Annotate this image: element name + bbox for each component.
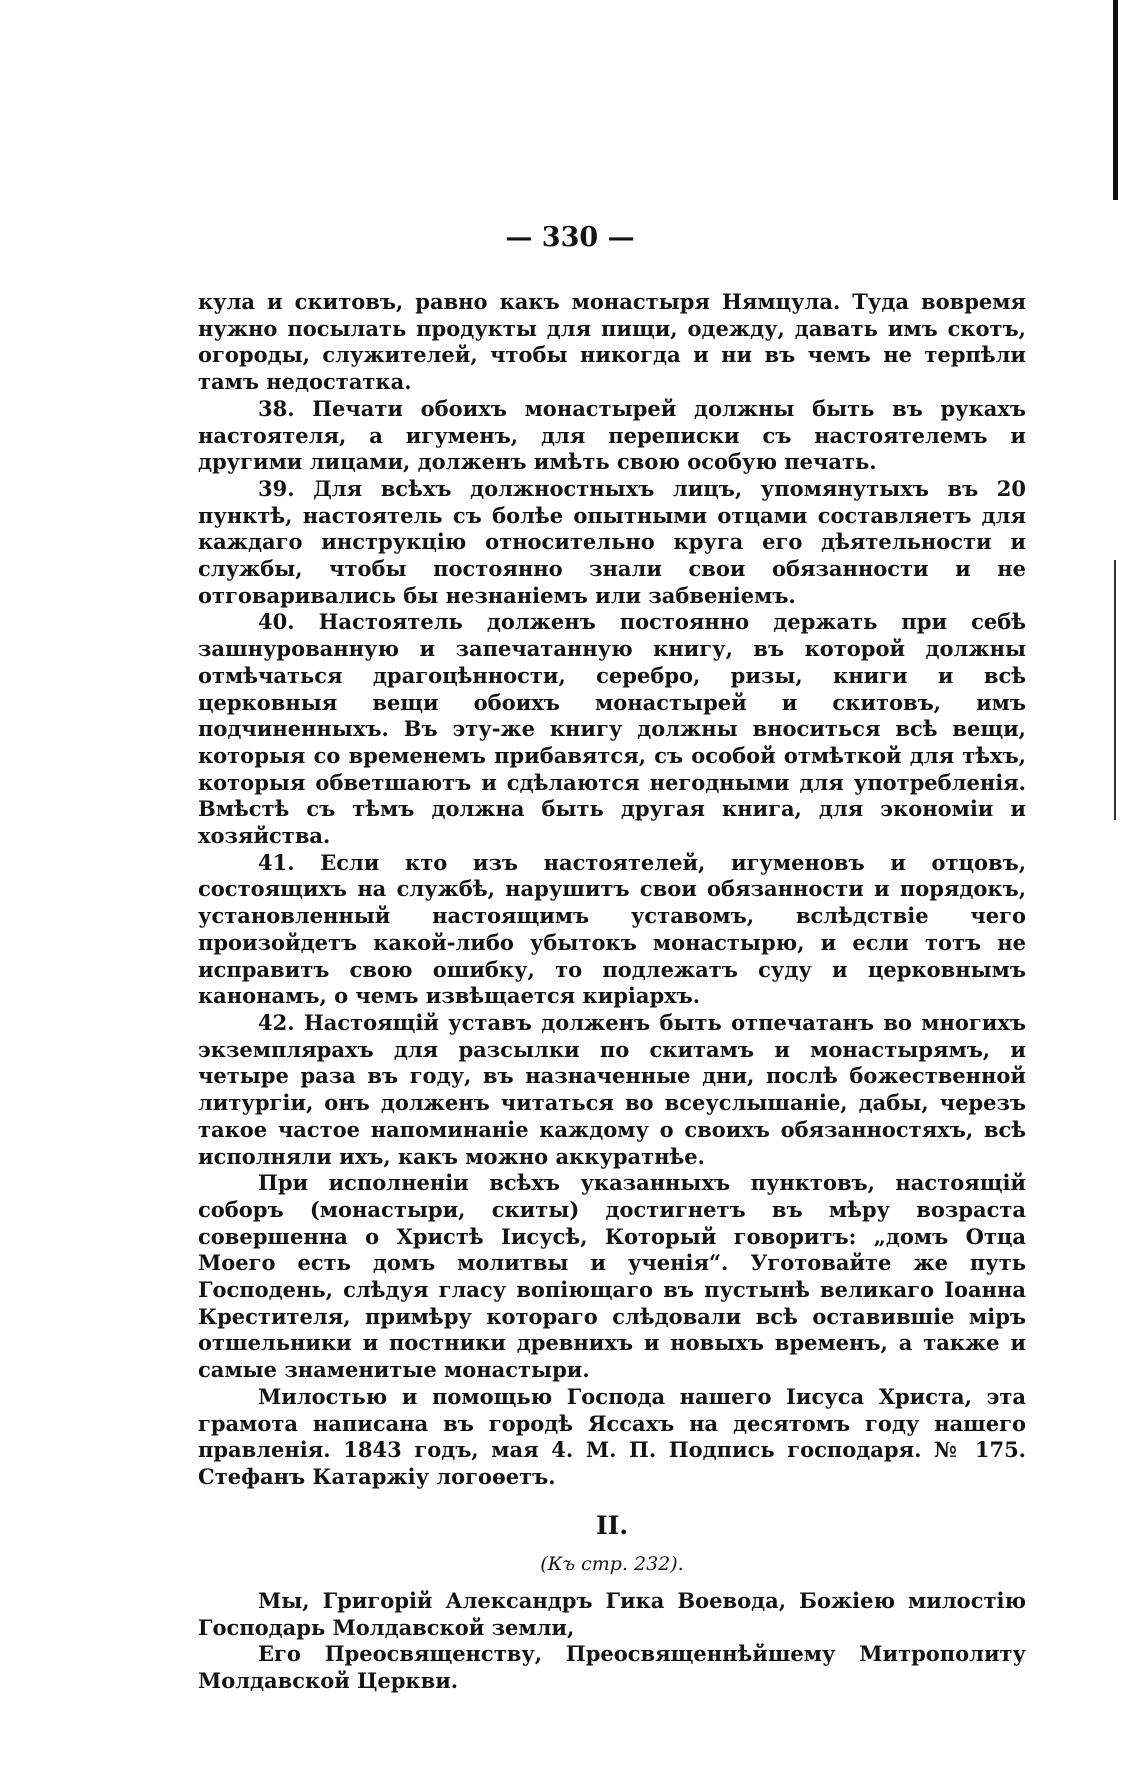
closing-salutation: Мы, Григорій Александръ Гика Воевода, Божіею милостію Господарь Молдавской земли,	[198, 1588, 1026, 1640]
paragraph-continuation: кула и скитовъ, равно какъ монастыря Нямцула. Туда вовремя нужно посылать продукты для пищи, одежду, давать имъ скотъ, огороды, служителей, чтобы никогда и ни въ чемъ не терпѣли тамъ недостатка.	[198, 289, 1026, 395]
paragraph-38: 38. Печати обоихъ монастырей должны быть въ рукахъ настоятеля, а игуменъ, для переписки съ настоятелемъ и другими лицами, долженъ имѣть свою особую печать.	[198, 395, 1026, 475]
page-number: — 330 —	[505, 222, 635, 253]
body-text	[198, 289, 1026, 1695]
paragraph-41: 41. Если кто изъ настоятелей, игуменовъ и отцовъ, состоящихъ на службѣ, нарушитъ свои обязанности и порядокъ, установленный настоящимъ уставомъ, вслѣдствіе чего произойдетъ какой-либо убытокъ монастырю, и если тотъ не исправитъ свою ошибку, то подлежатъ суду и церковнымъ канонамъ, о чемъ извѣщается киріархъ.	[198, 849, 1026, 1009]
page-edge-mark	[1113, 0, 1118, 200]
closing-address: Его Преосвященству, Преосвященнѣйшему Митрополиту Молдавской Церкви.	[198, 1641, 1026, 1694]
section-reference: (Къ стр. 232).	[540, 1553, 684, 1576]
section-number: II.	[595, 1510, 629, 1540]
paragraph-40: 40. Настоятель долженъ постоянно держать при себѣ зашнурованную и запечатанную книгу, въ которой должны отмѣчаться драгоцѣнности, серебро, ризы, книги и всѣ церковныя вещи обоихъ монастырей и скитовъ, имъ подчиненныхъ. Въ эту-же книгу должны вноситься всѣ вещи, которыя со временемъ прибавятся, съ особой отмѣткой для тѣхъ, которыя обветшаютъ и сдѣлаются негодными для употребленія. Вмѣстѣ съ тѣмъ должна быть другая книга, для экономіи и хозяйства.	[198, 609, 1026, 849]
paragraph-39: 39. Для всѣхъ должностныхъ лицъ, упомянутыхъ въ 20 пунктѣ, настоятель съ болѣе опытными отцами составляетъ для каждаго инструкцію относительно круга его дѣятельности и службы, чтобы постоянно знали свои обязанности и не отговаривались бы незнаніемъ или забвеніемъ.	[198, 475, 1026, 608]
paragraph-42: 42. Настоящій уставъ долженъ быть отпечатанъ во многихъ экземплярахъ для разсылки по скитамъ и монастырямъ, и четыре раза въ году, въ назначенные дни, послѣ божественной литургіи, онъ долженъ читаться во всеуслышаніе, дабы, черезъ такое частое напоминаніе каждому о своихъ обязанностяхъ, всѣ исполняли ихъ, какъ можно аккуратнѣе.	[198, 1009, 1026, 1169]
paragraph-signature: Милостью и помощью Господа нашего Іисуса Христа, эта грамота написана въ городѣ Яссахъ на десятомъ году нашего правленія. 1843 годъ, мая 4. М. П. Подпись господаря. № 175. Стефанъ Катаржіу логоѳетъ.	[198, 1383, 1026, 1489]
paragraph-conclusion: При исполненіи всѣхъ указанныхъ пунктовъ, настоящій соборъ (монастыри, скиты) достигнетъ въ мѣру возраста совершенна о Христѣ Іисусѣ, Который говоритъ: „домъ Отца Моего есть домъ молитвы и ученія“. Уготовайте же путь Господень, слѣдуя гласу вопіющаго въ пустынѣ великаго Іоанна Крестителя, примѣру котораго слѣдовали всѣ оставившіе міръ отшельники и постники древнихъ и новыхъ временъ, а также и самые знаменитые монастыри.	[198, 1170, 1026, 1383]
page-edge-mark-lower	[1114, 560, 1116, 820]
